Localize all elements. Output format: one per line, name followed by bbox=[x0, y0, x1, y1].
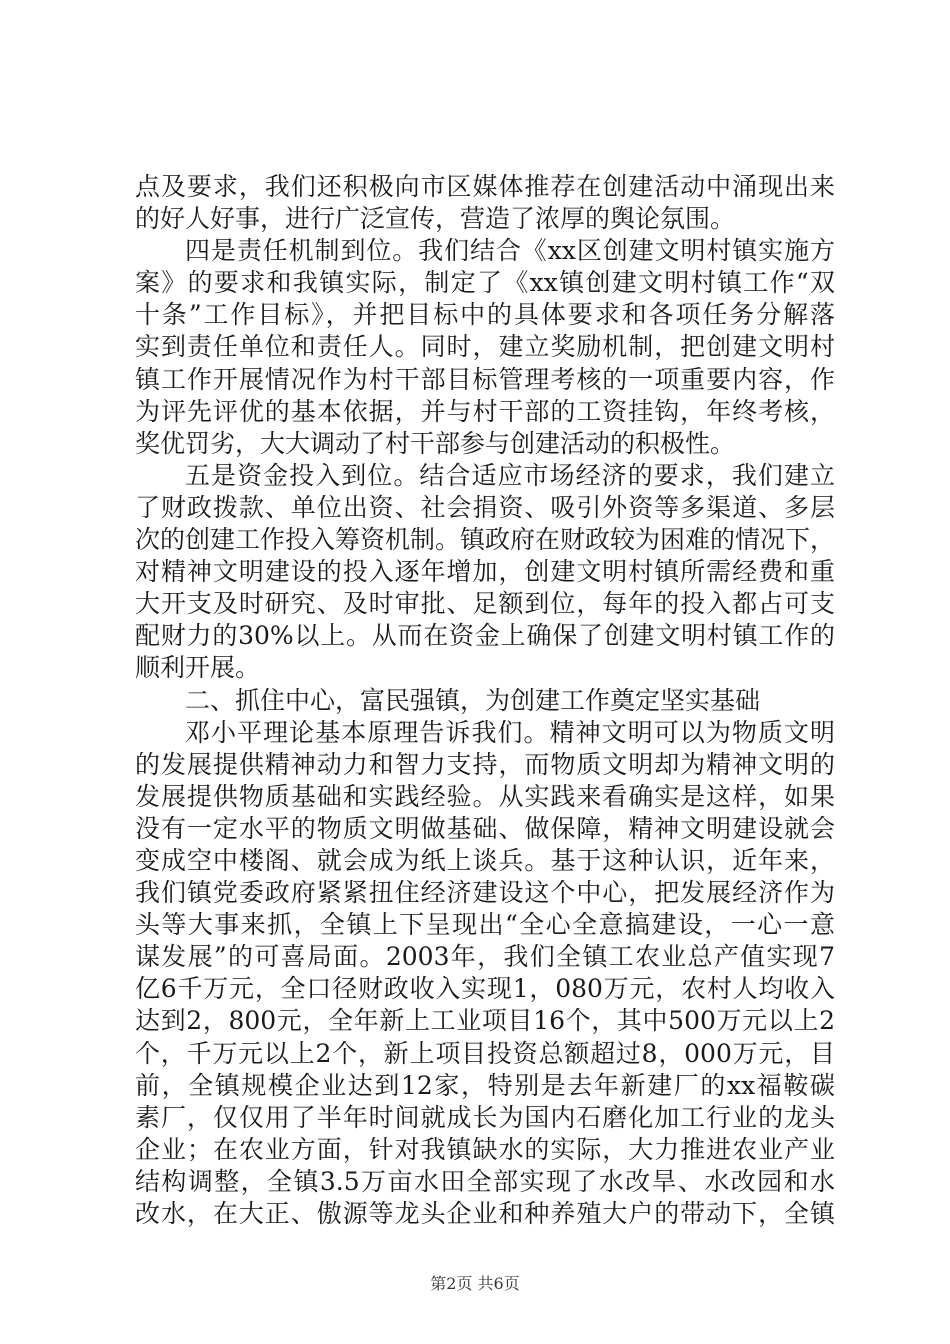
document-body bbox=[135, 171, 835, 1230]
text-line: 了财政拨款、单位出资、社会捐资、吸引外资等多渠道、多层 bbox=[135, 492, 835, 522]
text-line: 头等大事来抓，全镇上下呈现出“全心全意搞建设，一心一意 bbox=[135, 910, 835, 940]
text-line: 案》的要求和我镇实际，制定了《xx镇创建文明村镇工作“双 bbox=[135, 268, 835, 298]
text-line: 顺利开展。 bbox=[135, 653, 261, 683]
text-line: 二、抓住中心，富民强镇，为创建工作奠定坚实基础 bbox=[185, 685, 761, 715]
text-line: 结构调整，全镇3.5万亩水田全部实现了水改旱、水改园和水 bbox=[135, 1166, 835, 1196]
page-footer: 第2页 共6页 bbox=[430, 1274, 520, 1293]
text-line: 配财力的30%以上。从而在资金上确保了创建文明村镇工作的 bbox=[135, 621, 835, 651]
text-line: 五是资金投入到位。结合适应市场经济的要求，我们建立 bbox=[185, 460, 835, 490]
text-line: 实到责任单位和责任人。同时，建立奖励机制，把创建文明村 bbox=[135, 332, 835, 362]
text-line: 次的创建工作投入筹资机制。镇政府在财政较为困难的情况下， bbox=[135, 525, 836, 555]
text-line: 为评先评优的基本依据，并与村干部的工资挂钩，年终考核， bbox=[135, 396, 835, 426]
text-line: 点及要求，我们还积极向市区媒体推荐在创建活动中涌现出来 bbox=[135, 172, 835, 201]
text-line: 素厂，仅仅用了半年时间就成长为国内石磨化加工行业的龙头 bbox=[135, 1102, 835, 1132]
text-line: 企业；在农业方面，针对我镇缺水的实际，大力推进农业产业 bbox=[135, 1134, 835, 1164]
text-line: 的发展提供精神动力和智力支持，而物质文明却为精神文明的 bbox=[135, 749, 835, 779]
text-line: 镇工作开展情况作为村干部目标管理考核的一项重要内容，作 bbox=[135, 364, 835, 394]
text-line: 对精神文明建设的投入逐年增加，创建文明村镇所需经费和重 bbox=[135, 557, 835, 587]
text-line: 的好人好事，进行广泛宣传，营造了浓厚的舆论氛围。 bbox=[135, 204, 736, 234]
text-line: 发展提供物质基础和实践经验。从实践来看确实是这样，如果 bbox=[135, 781, 835, 811]
text-line: 变成空中楼阁、就会成为纸上谈兵。基于这种认识，近年来， bbox=[135, 845, 835, 875]
text-line: 个，千万元以上2个，新上项目投资总额超过8，000万元，目 bbox=[135, 1038, 835, 1068]
text-line: 奖优罚劣，大大调动了村干部参与创建活动的积极性。 bbox=[135, 428, 736, 458]
text-line: 邓小平理论基本原理告诉我们。精神文明可以为物质文明 bbox=[185, 717, 835, 747]
text-line: 十条”工作目标》，并把目标中的具体要求和各项任务分解落 bbox=[135, 300, 835, 330]
text-line: 达到2，800元，全年新上工业项目16个，其中500万元以上2 bbox=[135, 1006, 835, 1036]
text-line: 前，全镇规模企业达到12家，特别是去年新建厂的xx福鞍碳 bbox=[135, 1070, 835, 1100]
text-line: 没有一定水平的物质文明做基础、做保障，精神文明建设就会 bbox=[135, 813, 835, 843]
text-line: 亿6千万元，全口径财政收入实现1，080万元，农村人均收入 bbox=[135, 974, 835, 1004]
text-line: 改水，在大正、傲源等龙头企业和种养殖大户的带动下，全镇 bbox=[135, 1199, 835, 1228]
text-line: 四是责任机制到位。我们结合《xx区创建文明村镇实施方 bbox=[185, 236, 835, 266]
text-line: 我们镇党委政府紧紧扭住经济建设这个中心，把发展经济作为 bbox=[135, 878, 835, 908]
text-line: 大开支及时研究、及时审批、足额到位，每年的投入都占可支 bbox=[135, 589, 835, 619]
text-line: 谋发展”的可喜局面。2003年，我们全镇工农业总产值实现7 bbox=[135, 942, 835, 972]
